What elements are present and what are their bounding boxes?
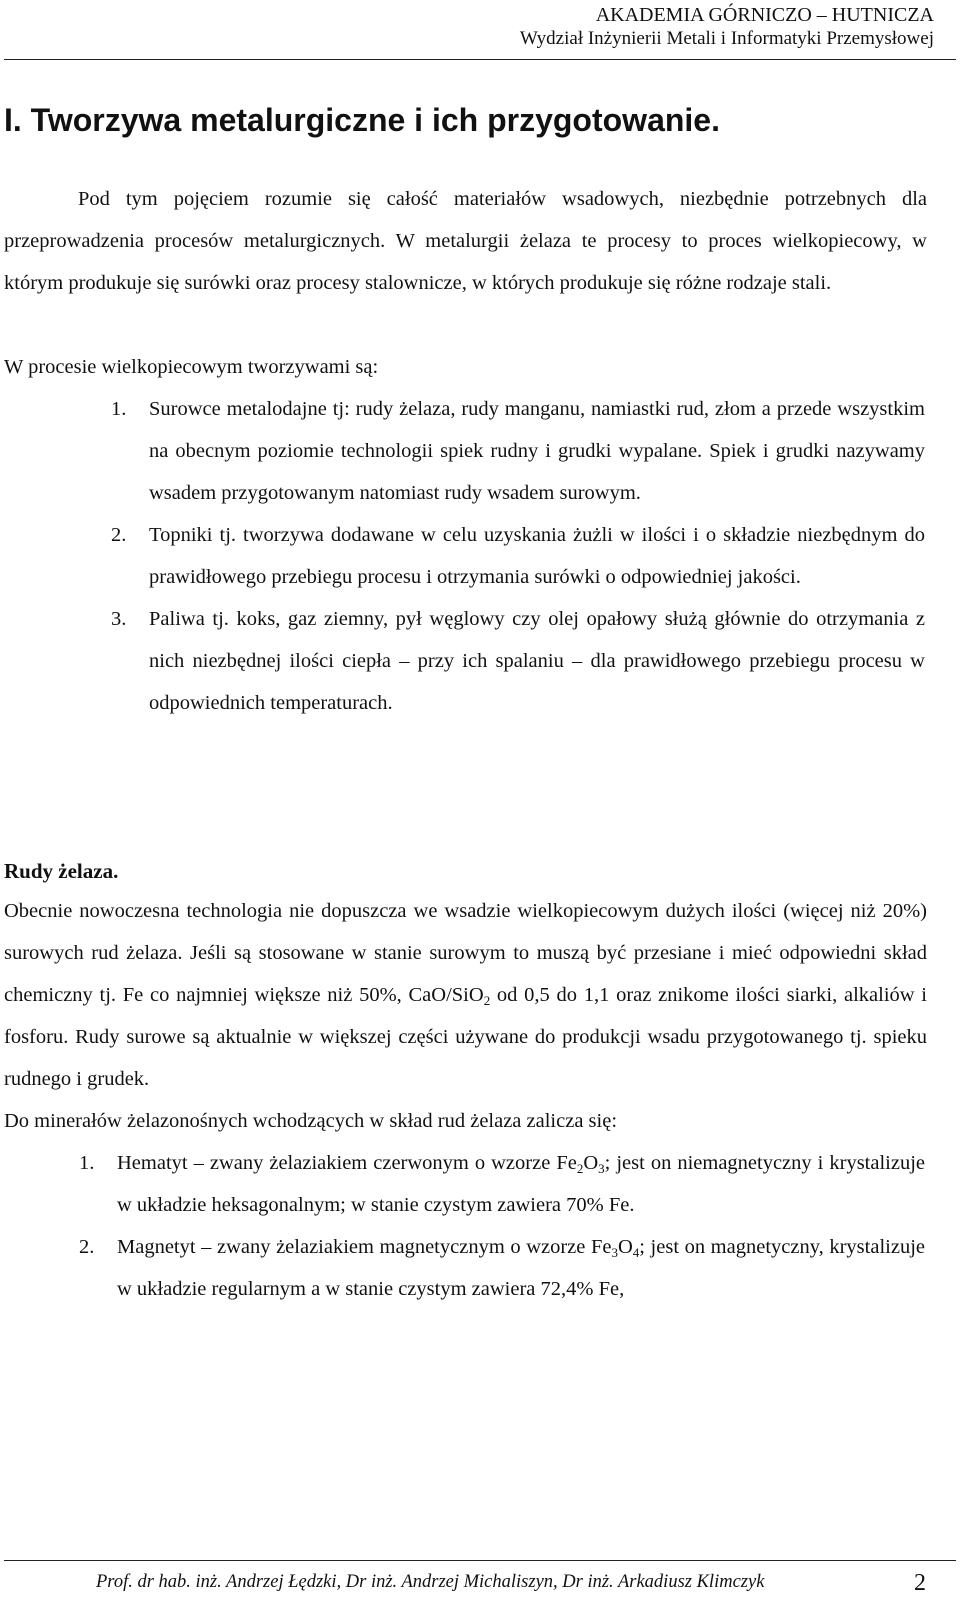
- ores-subscript: 2: [483, 993, 491, 1008]
- list-item: [111, 388, 925, 514]
- formula-subscript: 2: [576, 1161, 584, 1176]
- list-item-text: Surowce metalodajne tj: rudy żelaza, rudy manganu, namiastki rud, złom a przede wszystkim na obecnym poziomie technologii spiek rudny i grudki wypalane. Spiek i grudki nazywamy wsadem przygotowanym natomiast rudy wsadem surowym.: [149, 398, 925, 504]
- list-item: [79, 1142, 925, 1226]
- list-item: [79, 1226, 925, 1310]
- list-item-number: 2.: [79, 1236, 95, 1258]
- mineral-text-pre: Hematyt – zwany żelaziakiem czerwonym o wzorze Fe: [117, 1152, 577, 1174]
- minerals-intro: Do minerałów żelazonośnych wchodzących w skład rud żelaza zalicza się:: [4, 1110, 618, 1132]
- list-item-text: Topniki tj. tworzywa dodawane w celu uzyskania żużli w ilości i o składzie niezbędnym do prawidłowego przebiegu procesu i otrzymania surówki o odpowiedniej jakości.: [149, 524, 925, 588]
- formula-subscript: 4: [632, 1245, 640, 1260]
- header-faculty: Wydział Inżynierii Metali i Informatyki Przemysłowej: [519, 28, 934, 49]
- list-item-number: 1.: [111, 398, 127, 420]
- mineral-text-post: ; jest on niemagnetyczny i krystalizuje w układzie heksagonalnym; w stanie czystym zawiera 70% Fe.: [117, 1152, 925, 1216]
- formula-part: O: [617, 1236, 633, 1258]
- section-title: Rudy żelaza.: [4, 859, 119, 883]
- mineral-text-pre: Magnetyt – zwany żelaziakiem magnetycznym o wzorze Fe: [117, 1236, 612, 1258]
- footer-rule: [4, 1560, 956, 1561]
- list-item: [111, 598, 925, 724]
- footer-authors: Prof. dr hab. inż. Andrzej Łędzki, Dr inż. Andrzej Michaliszyn, Dr inż. Arkadiusz Klimczyk: [96, 1572, 765, 1592]
- ores-text-2: od 0,5 do 1,1 oraz znikome ilości siarki, alkaliów i fosforu. Rudy surowe są aktualnie w większej części używane do produkcji wsadu przygotowanego tj. spieku rudnego i grudek.: [4, 984, 927, 1090]
- formula-subscript: 3: [598, 1161, 605, 1176]
- list-item-number: 1.: [79, 1152, 95, 1174]
- ores-paragraph: [4, 890, 927, 1100]
- page-number: 2: [914, 1570, 926, 1596]
- minerals-list: [79, 1142, 925, 1310]
- list-item-text: Paliwa tj. koks, gaz ziemny, pył węglowy czy olej opałowy służą głównie do otrzymania z nich niezbędnej ilości ciepła – przy ich spalaniu – dla prawidłowego przebiegu procesu w odpowiednich temperaturach.: [149, 608, 925, 714]
- list-item-number: 2.: [111, 524, 127, 546]
- chapter-title: I. Tworzywa metalurgiczne i ich przygotowanie.: [4, 102, 720, 138]
- list-item-number: 3.: [111, 608, 127, 630]
- header-institution: AKADEMIA GÓRNICZO – HUTNICZA: [595, 4, 934, 26]
- formula-part: O: [583, 1152, 599, 1174]
- intro-paragraph: Pod tym pojęciem rozumie się całość materiałów wsadowych, niezbędnie potrzebnych dla przeprowadzenia procesów metalurgicznych. W metalurgii żelaza te procesy to proces wielkopiecowy, w którym produkuje się surówki oraz procesy stalownicze, w których produkuje się różne rodzaje stali.: [4, 188, 927, 294]
- list-item: [111, 514, 925, 598]
- header-rule: [4, 59, 956, 60]
- blast-furnace-intro: W procesie wielkopiecowym tworzywami są:: [4, 356, 379, 378]
- materials-list: [111, 388, 925, 724]
- ores-text-1: Obecnie nowoczesna technologia nie dopuszcza we wsadzie wielkopiecowym dużych ilości (więcej niż 20%) surowych rud żelaza. Jeśli są stosowane w stanie surowym to muszą być przesiane i mieć odpowiedni skład chemiczny tj. Fe co najmniej większe niż 50%, CaO/SiO: [4, 900, 927, 1006]
- formula-subscript: 3: [611, 1245, 618, 1260]
- mineral-text-post: ; jest on magnetyczny, krystalizuje w układzie regularnym a w stanie czystym zawiera 72,4% Fe,: [117, 1236, 925, 1300]
